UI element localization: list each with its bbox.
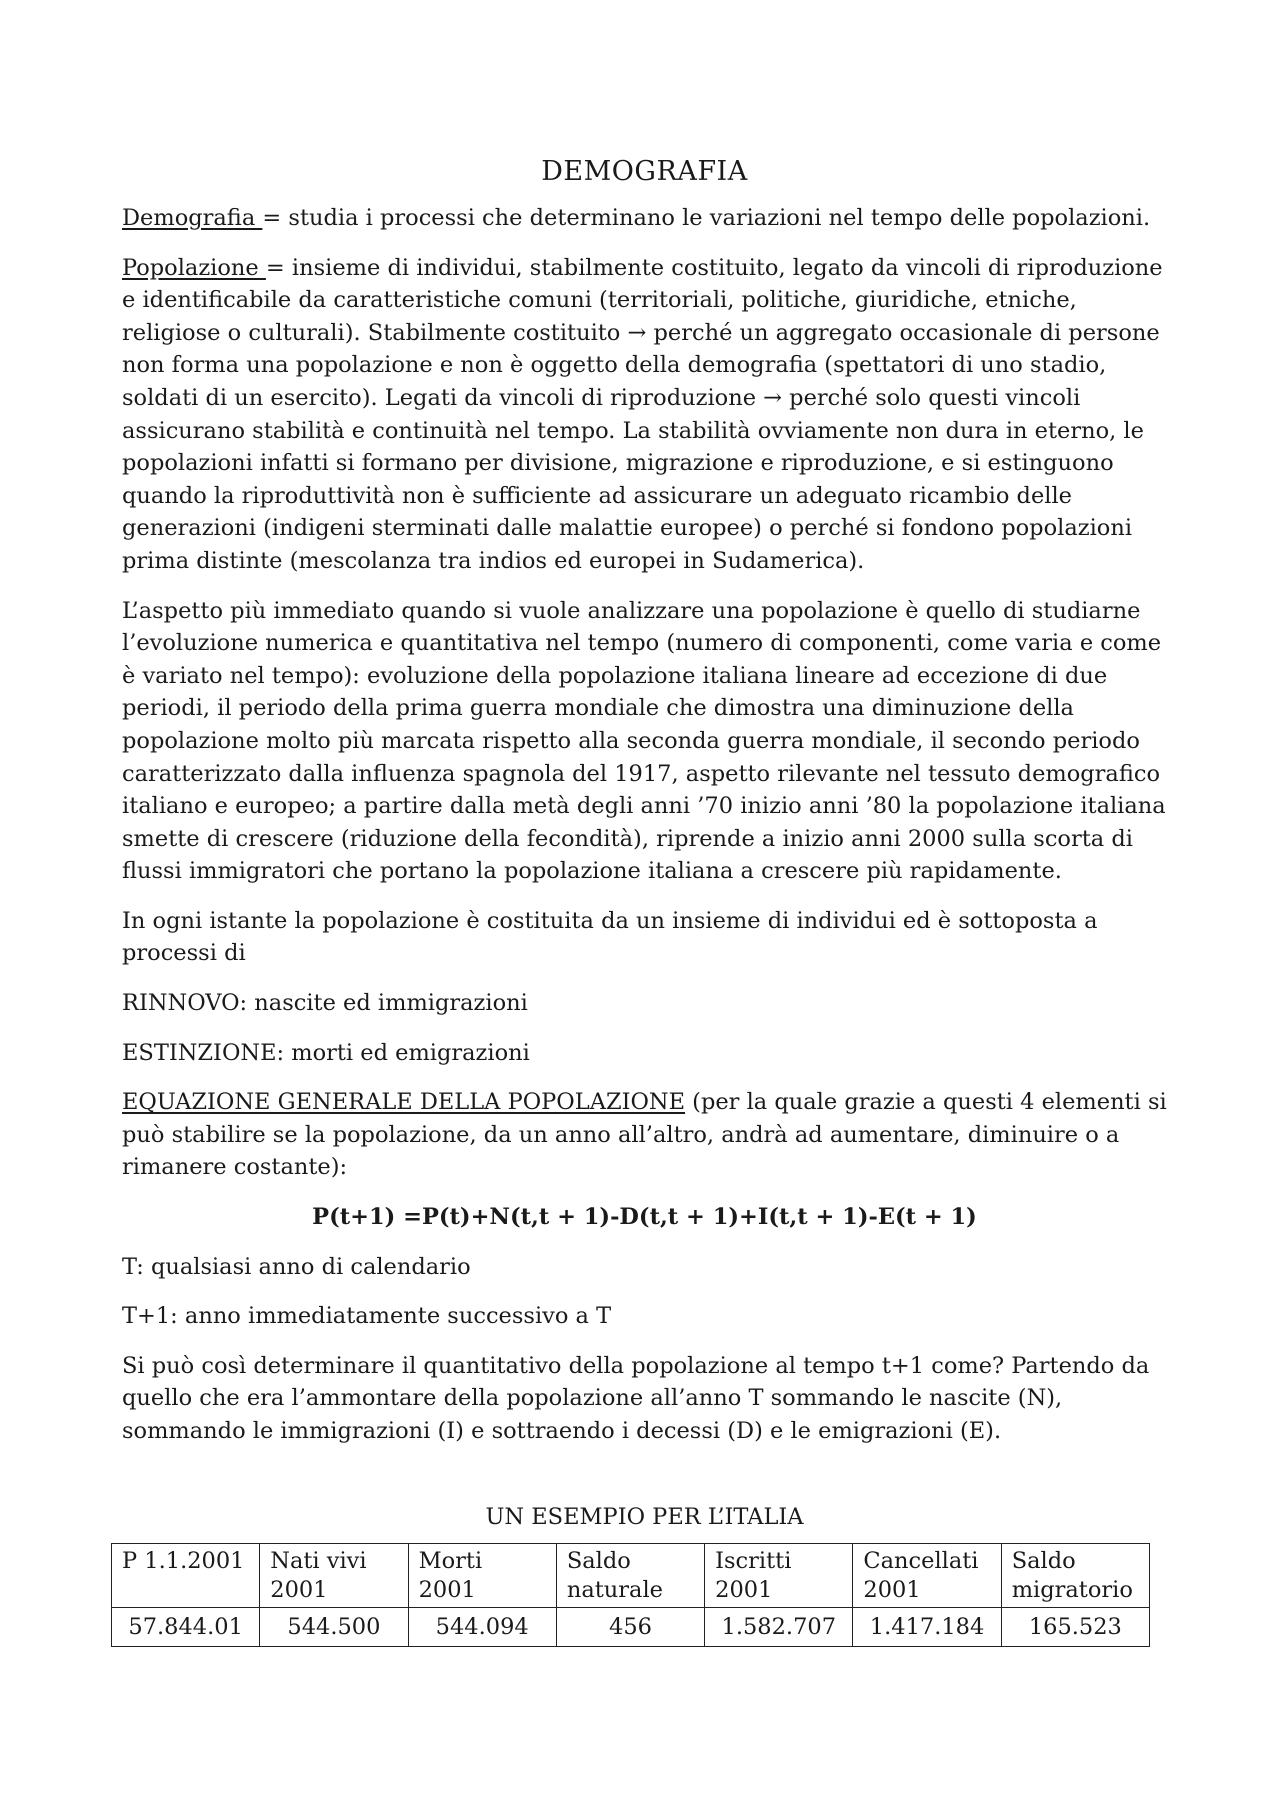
- equazione-heading: EQUAZIONE GENERALE DELLA POPOLAZIONE: [122, 1089, 686, 1116]
- equazione-text: (per la quale grazie a questi 4 elementi si può stabilire se la popolazione, da un anno all’altro, andrà ad aumentare, diminuire o a rimanere costante):: [122, 1089, 1167, 1181]
- estinzione-line: ESTINZIONE: morti ed emigrazioni: [122, 1039, 530, 1066]
- table-title: UN ESEMPIO PER L’ITALIA: [485, 1503, 804, 1530]
- header-cell: Morti 2001: [408, 1544, 556, 1608]
- paragraph-processi: In ogni istante la popolazione è costituita da un insieme di individui ed è sottoposta a processi di: [122, 907, 1098, 967]
- page-title: DEMOGRAFIA: [541, 156, 748, 187]
- definition-popolazione-text: = insieme di individui, stabilmente costituito, legato da vincoli di riproduzione e identificabile da caratteristiche comuni (territoriali, politiche, giuridiche, etniche, religiose o culturali). Stabilmente costituito → perché un aggregato occasionale di persone non forma una popolazione e non è oggetto della demografia (spettatori di uno stadio, soldati di un esercito). Legati da vincoli di riproduzione → perché solo questi vincoli assicurano stabilità e continuità nel tempo. La stabilità ovviamente non dura in eterno, le popolazioni infatti si formano per divisione, migrazione e riproduzione, e si estinguono quando la riproduttività non è sufficiente ad assicurare un adeguato ricambio delle generazioni (indigeni sterminati dalle malattie europee) o perché si fondono popolazioni prima distinte (mescolanza tra indios ed europei in Sudamerica).: [122, 254, 1163, 574]
- document-body: [122, 152, 1167, 1647]
- header-cell: Saldo naturale: [556, 1544, 704, 1608]
- header-cell: Cancellati 2001: [853, 1544, 1001, 1608]
- value-cell: 544.094: [408, 1608, 556, 1647]
- definition-popolazione: [122, 252, 1167, 578]
- term-popolazione: Popolazione: [122, 254, 266, 281]
- value-cell: 456: [556, 1608, 704, 1647]
- paragraph-calcolo: Si può così determinare il quantitativo della popolazione al tempo t+1 come? Partendo da quello che era l’ammontare della popolazione all’anno T sommando le nascite (N), sommando le immigrazioni (I) e sottraendo i decessi (D) e le emigrazioni (E).: [122, 1352, 1150, 1444]
- header-cell: Saldo migratorio: [1001, 1544, 1149, 1608]
- term-demografia: Demografia: [122, 205, 263, 231]
- value-cell: 1.417.184: [853, 1608, 1001, 1647]
- header-cell: P 1.1.2001: [112, 1544, 260, 1608]
- value-cell: 57.844.01: [112, 1608, 260, 1647]
- header-cell: Nati vivi 2001: [260, 1544, 408, 1608]
- definition-t-plus-1: T+1: anno immediatamente successivo a T: [122, 1303, 612, 1330]
- table-row: [112, 1608, 1150, 1647]
- paragraph-equazione: [122, 1086, 1167, 1184]
- data-table: [111, 1543, 1150, 1647]
- value-cell: 165.523: [1001, 1608, 1149, 1647]
- spacer: [122, 1465, 1167, 1501]
- definition-demografia-text: = studia i processi che determinano le variazioni nel tempo delle popolazioni.: [262, 205, 1151, 231]
- table-header-row: [112, 1544, 1150, 1608]
- rinnovo-line: RINNOVO: nascite ed immigrazioni: [122, 990, 528, 1017]
- definition-t: T: qualsiasi anno di calendario: [122, 1253, 471, 1280]
- value-cell: 544.500: [260, 1608, 408, 1647]
- population-formula: P(t+1) =P(t)+N(t,t + 1)-D(t,t + 1)+I(t,t + 1)-E(t + 1): [312, 1204, 977, 1231]
- header-cell: Iscritti 2001: [705, 1544, 853, 1608]
- paragraph-evoluzione: L’aspetto più immediato quando si vuole analizzare una popolazione è quello di studiarne l’evoluzione numerica e quantitativa nel tempo (numero di componenti, come varia e come è variato nel tempo): evoluzione della popolazione italiana lineare ad eccezione di due periodi, il periodo della prima guerra mondiale che dimostra una diminuzione della popolazione molto più marcata rispetto alla seconda guerra mondiale, il secondo periodo caratterizzato dalla influenza spagnola del 1917, aspetto rilevante nel tessuto demografico italiano e europeo; a partire dalla metà degli anni ’70 inizio anni ’80 la popolazione italiana smette di crescere (riduzione della fecondità), riprende a inizio anni 2000 sulla scorta di flussi immigratori che portano la popolazione italiana a crescere più rapidamente.: [122, 597, 1166, 885]
- value-cell: 1.582.707: [705, 1608, 853, 1647]
- definition-demografia: [122, 202, 1167, 235]
